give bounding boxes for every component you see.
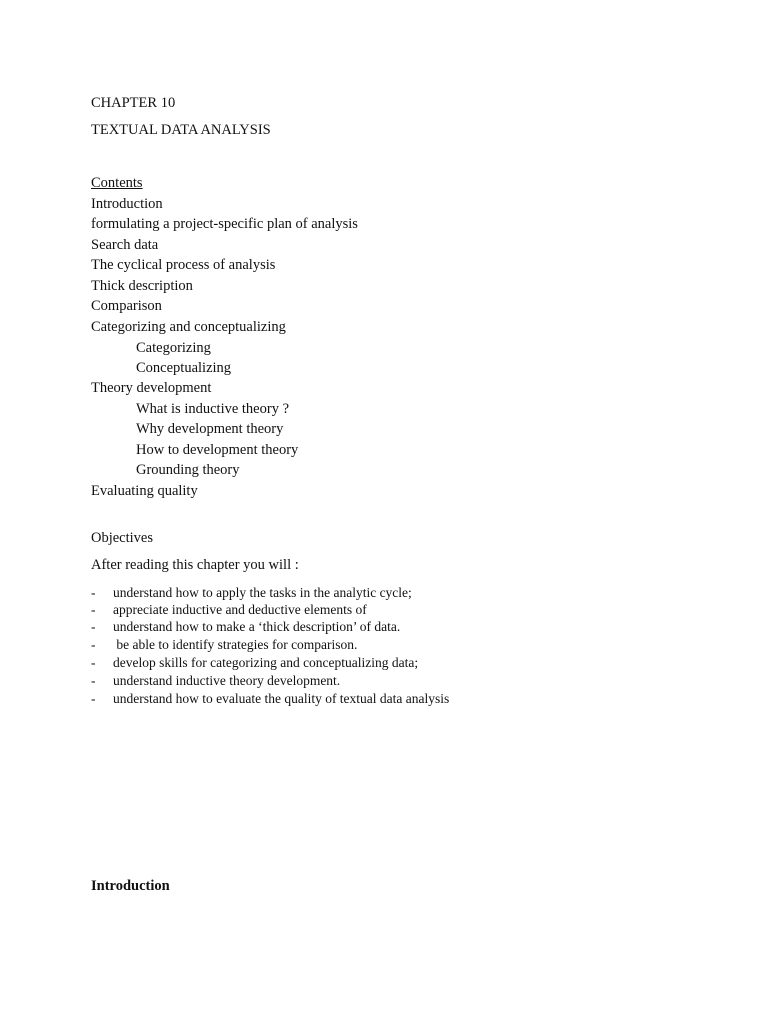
objective-text: understand how to apply the tasks in the analytic cycle; [113, 585, 412, 600]
bullet-dash: - [91, 602, 96, 617]
objective-item [91, 618, 400, 635]
contents-subitem: Grounding theory [136, 462, 240, 478]
contents-subitem: Why development theory [136, 421, 284, 437]
objective-item [91, 690, 449, 707]
objective-item [91, 672, 340, 689]
bullet-dash: - [91, 585, 96, 600]
chapter-number: CHAPTER 10 [91, 95, 176, 111]
contents-item: The cyclical process of analysis [91, 257, 276, 273]
objective-item [91, 584, 412, 601]
objective-item [91, 636, 357, 653]
objective-text: develop skills for categorizing and conceptualizing data; [113, 655, 419, 670]
bullet-dash: - [91, 655, 96, 670]
chapter-title: TEXTUAL DATA ANALYSIS [91, 122, 271, 138]
objective-text: understand how to make a ‘thick description’ of data. [113, 619, 401, 634]
objective-text: understand inductive theory development. [113, 673, 341, 688]
bullet-dash: - [91, 619, 96, 634]
objectives-heading: Objectives [91, 530, 154, 546]
objective-item [91, 654, 418, 671]
contents-item: Evaluating quality [91, 483, 198, 499]
contents-item: Introduction [91, 196, 163, 212]
bullet-dash: - [91, 673, 96, 688]
section-heading: Introduction [91, 878, 170, 894]
contents-item: Theory development [91, 380, 212, 396]
objective-text: be able to identify strategies for comparison. [113, 637, 358, 652]
contents-subitem: Conceptualizing [136, 360, 232, 376]
objective-text: understand how to evaluate the quality of textual data analysis [113, 691, 450, 706]
contents-subitem: How to development theory [136, 442, 299, 458]
contents-item: formulating a project-specific plan of analysis [91, 216, 358, 232]
objective-item [91, 601, 367, 618]
contents-item: Comparison [91, 298, 162, 314]
contents-subitem: What is inductive theory ? [136, 401, 290, 417]
contents-item: Thick description [91, 278, 193, 294]
contents-item: Search data [91, 237, 159, 253]
contents-item: Categorizing and conceptualizing [91, 319, 286, 335]
contents-subitem: Categorizing [136, 340, 211, 356]
bullet-dash: - [91, 637, 96, 652]
objectives-intro: After reading this chapter you will : [91, 557, 299, 573]
objective-text: appreciate inductive and deductive elements of [113, 602, 367, 617]
contents-heading: Contents [91, 175, 143, 191]
bullet-dash: - [91, 691, 96, 706]
